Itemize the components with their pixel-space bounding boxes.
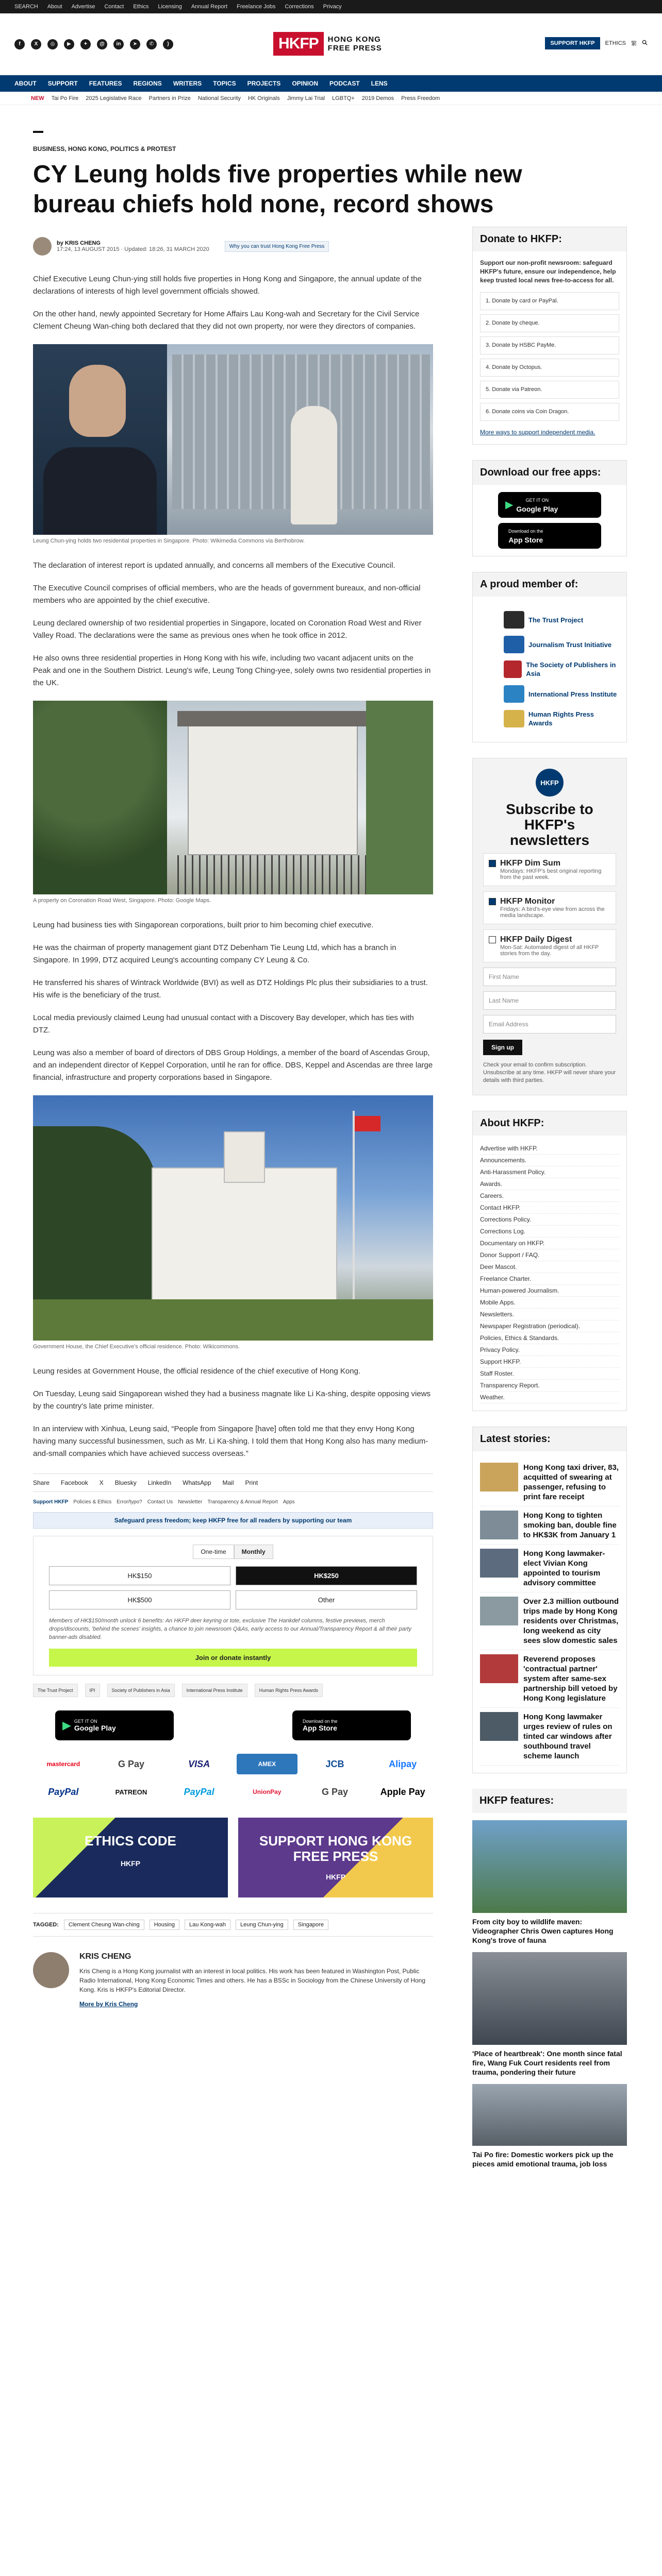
article-category[interactable]: BUSINESS, HONG KONG, POLITICS & PROTEST — [33, 145, 176, 152]
story-thumb — [480, 1654, 518, 1683]
share-facebook[interactable]: Facebook — [61, 1479, 88, 1486]
whatsapp-icon[interactable]: ✆ — [146, 39, 157, 49]
photo-person-face — [69, 365, 126, 437]
trending-item[interactable]: Tai Po Fire — [51, 95, 79, 101]
feature-image — [472, 2084, 627, 2146]
donate-option[interactable]: 4. Donate by Octopus. — [480, 359, 619, 377]
story-thumb — [480, 1712, 518, 1741]
header-actions — [545, 37, 648, 49]
article-paragraph: The declaration of interest report is updated annually, and concerns all members of the Executive Council. — [33, 561, 395, 570]
tag[interactable]: Housing — [150, 1920, 179, 1930]
story-title[interactable]: Reverend proposes 'contractual partner' system after same-sex partnership bill vetoed by Hong Kong legislature — [523, 1655, 618, 1703]
app-store-small: Download on the — [508, 529, 543, 534]
member-logo[interactable]: Human Rights Press Awards — [504, 710, 619, 727]
photo-gate — [177, 855, 384, 894]
feature-image — [472, 1952, 627, 2045]
donate-option[interactable]: 2. Donate by cheque. — [480, 314, 619, 332]
trending-bar — [0, 92, 662, 105]
share-bar — [33, 1473, 433, 1492]
search-icon[interactable] — [642, 40, 648, 47]
latest-title: Latest stories: — [473, 1427, 626, 1451]
ipi-icon — [504, 685, 524, 703]
trust-link[interactable]: Why you can trust Hong Kong Free Press — [225, 241, 329, 252]
jti-icon — [504, 636, 524, 653]
about-links — [473, 1136, 626, 1411]
donate-more-link[interactable]: More ways to support independent media. — [480, 429, 595, 436]
feature-item[interactable] — [472, 1820, 627, 1945]
app-store-text — [508, 527, 543, 545]
badge[interactable]: IPI — [85, 1684, 100, 1697]
apple-pay-icon: Apple Pay — [380, 1786, 425, 1797]
tag[interactable]: Lau Kong-wah — [185, 1920, 230, 1930]
footer-link[interactable]: Contact Us — [147, 1499, 173, 1505]
article-paragraph: Chief Executive Leung Chun-ying still holds five properties in Hong Kong and Singapore, the annual update of the declarations of interests of high level government officials showed. — [33, 275, 422, 296]
x-icon[interactable]: X — [31, 39, 41, 49]
photo-house-roof — [177, 711, 368, 726]
topbar-item[interactable]: Licensing — [158, 4, 182, 10]
newsletter-option[interactable] — [483, 929, 616, 962]
member-logo[interactable]: International Press Institute — [504, 685, 619, 703]
author-info — [79, 1952, 433, 2009]
article-paragraph: The Executive Council comprises of official members, who are the heads of government bureaux, and non-official members who are appointed by the chief executive. — [33, 584, 421, 605]
promo-sub: HKFP — [325, 1873, 346, 1881]
newsletter-desc: Mondays: HKFP's best original reporting from the past week. — [500, 868, 602, 880]
logo-line: HONG KONG — [327, 35, 381, 44]
latest-box — [472, 1427, 627, 1773]
article-paragraph: In an interview with Xinhua, Leung said, “People from Singapore [have] often told me that they envy Hong Kong having many successful businessmen, such as Mr. Li Ka-shing. I told them that Hong Kong also has many medium-and-small companies which have achieved success overseas.” — [33, 1425, 428, 1458]
about-title: About HKFP: — [473, 1111, 626, 1136]
article-paragraph: Local media previously claimed Leung had unusual contact with a Discovery Bay developer, which has ties with DTZ. — [33, 1013, 414, 1035]
newsletter-note: Check your email to confirm subscription. Unsubscribe at any time. HKFP will never share your details with third parties. — [483, 1062, 616, 1083]
patreon-icon: PATREON — [115, 1788, 147, 1796]
story-item[interactable] — [480, 1708, 619, 1766]
about-link[interactable]: Documentary on HKFP. — [480, 1238, 619, 1249]
youtube-icon[interactable]: ▶ — [64, 39, 74, 49]
about-link[interactable]: Weather. — [480, 1392, 619, 1403]
about-link[interactable]: Support HKFP. — [480, 1356, 619, 1368]
app-store-small: Download on the — [303, 1719, 338, 1724]
trending-item[interactable]: Jimmy Lai Trial — [287, 95, 325, 101]
article-paragraph: He transferred his shares of Wintrack Worldwide (BVI) as well as DTZ Holdings Plc plus their subsidiaries to a trust. His wife is the beneficiary of the trust. — [33, 978, 428, 999]
photo-govhouse — [152, 1167, 337, 1301]
members-note: Members of HK$150/month unlock 6 benefits: An HKFP deer keyring or tote, exclusive The Hankdef columns, festive previews, merch drops/discounts, 'behind the scenes' insights, a chance to join newsroom Q&As, early access to our Annual/Transparency Report & all their party banner-ads disabled. — [49, 1618, 412, 1640]
amount-option[interactable]: HK$250 — [236, 1566, 417, 1585]
story-title[interactable]: Hong Kong lawmaker urges review of rules on tinted car windows after southbound travel scheme launch — [523, 1713, 613, 1760]
payment-methods — [33, 1754, 433, 1802]
support-promo[interactable] — [238, 1818, 433, 1897]
article-photo — [33, 701, 433, 894]
app-store-label: App Store — [508, 536, 543, 544]
unionpay-icon: UnionPay — [253, 1788, 282, 1795]
nav-item[interactable]: PODCAST — [329, 80, 360, 87]
logo-mark: HKFP — [273, 32, 324, 56]
nav-item[interactable]: FEATURES — [89, 80, 122, 87]
apps-body — [473, 485, 626, 556]
story-item[interactable] — [480, 1459, 619, 1506]
photo-merlion — [291, 406, 337, 524]
nav-item[interactable]: REGIONS — [133, 80, 162, 87]
nav-item[interactable]: PROJECTS — [247, 80, 281, 87]
byline — [33, 237, 433, 256]
author-box-name[interactable]: KRIS CHENG — [79, 1952, 131, 1961]
topbar-item[interactable]: Freelance Jobs — [237, 4, 276, 10]
photo-house — [188, 721, 358, 855]
app-store-button[interactable] — [498, 523, 601, 549]
newsletter-title: Subscribe to HKFP's newsletters — [506, 801, 593, 848]
article-footer-links — [33, 1499, 433, 1505]
article-paragraph: On Tuesday, Leung said Singaporean wished they had a business magnate like Li Ka-shing, despite opposing views by the country's late prime minister. — [33, 1389, 431, 1411]
trending-item[interactable]: HK Originals — [247, 95, 280, 101]
newsletter-box — [472, 758, 627, 1095]
topbar-item[interactable]: Ethics — [133, 4, 149, 10]
nav-item[interactable]: SUPPORT — [47, 80, 78, 87]
photo-flag — [355, 1116, 380, 1131]
about-link[interactable]: Announcements. — [480, 1155, 619, 1166]
google-play-icon: ▶ — [62, 1719, 71, 1732]
donate-option[interactable]: 1. Donate by card or PayPal. — [480, 292, 619, 310]
google-play-text — [516, 496, 558, 514]
membership-badges — [33, 1684, 433, 1697]
google-play-icon: ▶ — [505, 499, 514, 511]
tab-monthly[interactable]: Monthly — [234, 1545, 273, 1559]
story-thumb — [480, 1511, 518, 1539]
email-input[interactable]: Email Address — [483, 1015, 616, 1033]
about-link[interactable]: Newsletters. — [480, 1309, 619, 1320]
top-utility-bar — [0, 0, 662, 13]
about-link[interactable]: Donor Support / FAQ. — [480, 1249, 619, 1261]
nav-item[interactable]: ABOUT — [14, 80, 37, 87]
story-title[interactable]: Over 2.3 million outbound trips made by Hong Kong residents over Christmas, long weekend as city sees slow domestic sales — [523, 1597, 619, 1645]
footer-link[interactable]: Support HKFP — [33, 1499, 69, 1505]
story-item[interactable] — [480, 1650, 619, 1708]
first-name-input[interactable]: First Name — [483, 968, 616, 986]
about-link[interactable]: Human-powered Journalism. — [480, 1285, 619, 1297]
about-link[interactable]: Corrections Log. — [480, 1226, 619, 1238]
author-name-text[interactable]: KRIS CHENG — [64, 240, 101, 246]
telegram-icon[interactable]: ➤ — [130, 39, 140, 49]
footer-link[interactable]: Error/typo? — [117, 1499, 142, 1505]
nav-item[interactable]: LENS — [371, 80, 388, 87]
story-title[interactable]: Hong Kong to tighten smoking ban, double fine to HK$3K from January 1 — [523, 1511, 617, 1539]
linkedin-icon[interactable]: in — [113, 39, 124, 49]
byline-text — [57, 240, 209, 252]
checkbox[interactable] — [489, 936, 496, 943]
google-play-button[interactable] — [498, 492, 601, 518]
logo-line: FREE PRESS — [327, 44, 382, 53]
share-x[interactable]: X — [99, 1479, 104, 1486]
about-link[interactable]: Corrections Policy. — [480, 1214, 619, 1226]
photo-caption: A property on Coronation Road West, Singapore. Photo: Google Maps. — [33, 897, 211, 904]
donate-option[interactable]: 3. Donate by HSBC PayMe. — [480, 336, 619, 354]
more-by-author[interactable]: More by Kris Cheng — [79, 2001, 138, 2008]
mastercard-icon: mastercard — [46, 1760, 80, 1768]
topbar-item[interactable]: Annual Report — [191, 4, 228, 10]
photo-trees-right — [366, 701, 433, 894]
badge[interactable]: Human Rights Press Awards — [255, 1684, 323, 1697]
member-logo[interactable]: Journalism Trust Initiative — [504, 636, 619, 653]
tag[interactable]: Singapore — [293, 1920, 328, 1930]
feature-title[interactable]: From city boy to wildlife maven: Videographer Chris Owen captures Hong Kong's trove of fauna — [472, 1918, 614, 1944]
share-whatsapp[interactable]: WhatsApp — [183, 1479, 211, 1486]
promo-title: SUPPORT HONG KONG FREE PRESS — [259, 1833, 412, 1864]
rss-icon[interactable]: ) — [163, 39, 173, 49]
trending-item[interactable]: 2025 Legislative Race — [86, 95, 142, 101]
trending-item[interactable]: Partners in Prize — [148, 95, 191, 101]
about-link[interactable]: Awards. — [480, 1178, 619, 1190]
about-link[interactable]: Deer Mascot. — [480, 1261, 619, 1273]
photo-govhouse-tower — [224, 1131, 265, 1183]
app-buttons — [33, 1710, 433, 1740]
author-bio: Kris Cheng is a Hong Kong journalist with an interest in local politics. His work has been featured in Washington Post, Public Radio International, Hong Kong Economic Times and others. He has a BSSc in Sociology from the Chinese University of Hong Kong. Kris is HKFP's Editorial Director. — [79, 1968, 426, 1993]
story-item[interactable] — [480, 1545, 619, 1592]
topbar-item[interactable]: About — [47, 4, 62, 10]
topbar-item[interactable]: Corrections — [285, 4, 314, 10]
tags-bar — [33, 1913, 433, 1937]
member-body — [473, 597, 626, 742]
author-avatar[interactable] — [33, 237, 52, 256]
story-thumb — [480, 1549, 518, 1578]
article-paragraph: He was the chairman of property management giant DTZ Debenham Tie Leung Ltd, which has a branch in Singapore. In 1999, DTZ acquired Leung's accounting company CY Leung & Co. — [33, 943, 396, 964]
photo-flagpole — [353, 1111, 355, 1307]
tag[interactable]: Leung Chun-ying — [236, 1920, 288, 1930]
promo-banners — [33, 1818, 433, 1897]
trust-project-icon — [504, 611, 524, 629]
photo-person-suit — [43, 447, 157, 535]
nav-item[interactable]: OPINION — [292, 80, 318, 87]
gpay-icon: G Pay — [321, 1786, 348, 1797]
donate-title: Donate to HKFP: — [473, 227, 626, 251]
story-title[interactable]: Hong Kong taxi driver, 83, acquitted of swearing at passenger, refusing to print fare receipt — [523, 1463, 619, 1501]
share-bluesky[interactable]: Bluesky — [114, 1479, 137, 1486]
newsletter-desc: Fridays: A bird's-eye view from across the media landscape. — [500, 906, 605, 919]
google-play-button[interactable] — [55, 1710, 174, 1740]
paypal-icon: PayPal — [48, 1786, 79, 1797]
story-item[interactable] — [480, 1506, 619, 1545]
badge[interactable]: Society of Publishers in Asia — [107, 1684, 175, 1697]
donate-amounts — [49, 1566, 417, 1609]
footer-link[interactable]: Transparency & Annual Report — [207, 1499, 278, 1505]
member-logo[interactable]: The Trust Project — [504, 611, 619, 629]
feature-image — [472, 1820, 627, 1913]
badge[interactable]: International Press Institute — [182, 1684, 247, 1697]
article-paragraph: He also owns three residential properties in Hong Kong with his wife, including two vacant adjacent units on the Peak and one in the Southern District. Leung's wife, Leung Tong Ching-yee, solely owns two residential properties in the UK. — [33, 654, 431, 687]
about-link[interactable]: Freelance Charter. — [480, 1273, 619, 1285]
topbar-item[interactable]: Privacy — [323, 4, 342, 10]
support-button[interactable]: SUPPORT HKFP — [545, 37, 600, 49]
donate-text: Support our non-profit newsroom: safeguard HKFP's future, ensure our independence, help keep trusted local news free-to-access for all. — [480, 259, 616, 284]
article-photo — [33, 1095, 433, 1341]
threads-icon[interactable]: @ — [97, 39, 107, 49]
about-link[interactable]: Transparency Report. — [480, 1380, 619, 1392]
join-button[interactable]: Join or donate instantly — [49, 1649, 417, 1667]
instagram-icon[interactable]: ◎ — [47, 39, 58, 49]
google-play-small: GET IT ON — [74, 1719, 97, 1724]
about-link[interactable]: Contact HKFP. — [480, 1202, 619, 1214]
author-box — [33, 1952, 433, 2009]
tab-one-time[interactable]: One-time — [193, 1545, 234, 1559]
article-paragraph: Leung declared ownership of two residential properties in Singapore, located on Coronation Road West and River Valley Road. The declarations were the same as previous ones when he took office in 2012. — [33, 619, 422, 640]
about-link[interactable]: Newspaper Registration (periodical). — [480, 1320, 619, 1332]
promo-sub: HKFP — [120, 1859, 141, 1868]
language-link[interactable]: 繁 — [631, 41, 637, 47]
story-thumb — [480, 1463, 518, 1492]
about-link[interactable]: Policies, Ethics & Standards. — [480, 1332, 619, 1344]
article-paragraph: Leung was also a member of board of directors of DBS Group Holdings, a member of the board of Ascendas Group, and an independent director of Keppel Corporation, until he ran for office. DBS, Keppel and Ascendas are three large financial, infrastructure and property corporations based in Singapore. — [33, 1048, 433, 1082]
features-box — [472, 1789, 627, 2168]
last-name-input[interactable]: Last Name — [483, 991, 616, 1010]
article-paragraph: On the other hand, newly appointed Secretary for Home Affairs Lau Kong-wah and Secretary for the Civil Service Clement Cheung Wan-ching both declared that they did not own property, nor were they directors of companies. — [33, 310, 420, 331]
visa-icon: VISA — [188, 1758, 210, 1769]
donate-option[interactable]: 6. Donate coins via Coin Dragon. — [480, 403, 619, 421]
checkbox[interactable] — [489, 860, 496, 867]
photo-trees — [33, 701, 167, 894]
main-nav — [0, 75, 662, 92]
alipay-icon: Alipay — [389, 1758, 417, 1769]
about-box — [472, 1111, 627, 1411]
newsletter-name: HKFP Monitor — [500, 897, 555, 906]
hkfp-badge-icon: HKFP — [536, 769, 564, 796]
photo-caption: Government House, the Chief Executive's official residence. Photo: Wikicommons. — [33, 1344, 240, 1350]
about-link[interactable]: Mobile Apps. — [480, 1297, 619, 1309]
amount-option[interactable]: Other — [236, 1590, 417, 1609]
paypal-icon: PayPal — [184, 1786, 214, 1797]
article-paragraph: Leung resides at Government House, the official residence of the chief executive of Hong Kong. — [33, 1367, 361, 1376]
about-link[interactable]: Anti-Harassment Policy. — [480, 1166, 619, 1178]
google-play-small: GET IT ON — [525, 498, 549, 503]
article-title: CY Leung holds five properties while new bureau chiefs hold none, record shows — [33, 161, 522, 218]
ethics-link[interactable]: ETHICS — [605, 40, 626, 46]
donate-box — [472, 227, 627, 445]
trending-item[interactable]: 2019 Demos — [361, 95, 394, 101]
latest-list — [473, 1451, 626, 1773]
app-store-button[interactable] — [292, 1710, 411, 1740]
share-linkedin[interactable]: LinkedIn — [147, 1479, 172, 1486]
features-title: HKFP features: — [472, 1789, 627, 1813]
article-dates: 17:24, 13 AUGUST 2015 · Updated: 18:26, 31 MARCH 2020 — [57, 246, 209, 252]
tags-label: TAGGED: — [33, 1922, 59, 1928]
newsletter-name: HKFP Dim Sum — [500, 859, 561, 868]
signup-button[interactable]: Sign up — [483, 1040, 522, 1055]
feature-item[interactable] — [472, 1952, 627, 2077]
feature-title[interactable]: Tai Po fire: Domestic workers pick up the pieces amid emotional trauma, job loss — [472, 2150, 614, 2168]
social-links — [14, 39, 210, 49]
google-play-label: Google Play — [516, 505, 558, 513]
promo-title: ETHICS CODE — [85, 1833, 176, 1849]
amount-option[interactable]: HK$150 — [49, 1566, 230, 1585]
nav-item[interactable]: TOPICS — [213, 80, 236, 87]
app-store-label: App Store — [303, 1724, 337, 1732]
amex-icon: AMEX — [237, 1754, 297, 1774]
newsletter-option[interactable] — [483, 891, 616, 924]
member-box — [472, 572, 627, 742]
share-print[interactable]: Print — [245, 1479, 258, 1486]
gpay-icon: G Pay — [118, 1758, 144, 1769]
footer-link[interactable]: Apps — [283, 1499, 295, 1505]
photo-lawn — [33, 1299, 433, 1341]
jcb-icon: JCB — [325, 1758, 344, 1769]
article-photo — [33, 344, 433, 535]
footer-link[interactable]: Newsletter — [178, 1499, 203, 1505]
amount-option[interactable]: HK$500 — [49, 1590, 230, 1609]
newsletter-desc: Mon-Sat: Automated digest of all HKFP stories from the day. — [500, 944, 599, 957]
trending-label: NEW — [31, 95, 44, 101]
topbar-item[interactable]: SEARCH — [14, 4, 38, 10]
topbar-item[interactable]: Advertise — [71, 4, 95, 10]
facebook-icon[interactable]: f — [14, 39, 25, 49]
share-label: Share — [33, 1479, 50, 1486]
donate-option[interactable]: 5. Donate via Patreon. — [480, 381, 619, 399]
author-avatar[interactable] — [33, 1952, 69, 1988]
article-paragraph: Leung had business ties with Singaporean corporations, built prior to him becoming chief executive. — [33, 921, 374, 929]
badge[interactable]: The Trust Project — [33, 1684, 78, 1697]
checkbox[interactable] — [489, 898, 496, 905]
about-link[interactable]: Careers. — [480, 1190, 619, 1202]
google-play-text — [74, 1719, 116, 1732]
share-mail[interactable]: Mail — [222, 1479, 234, 1486]
google-play-label: Google Play — [74, 1724, 116, 1732]
app-store-text — [303, 1719, 338, 1732]
logo-text — [328, 35, 382, 53]
trending-item[interactable]: Press Freedom — [401, 95, 440, 101]
hrpa-icon — [504, 710, 524, 727]
story-title[interactable]: Hong Kong lawmaker-elect Vivian Kong appointed to tourism advisory committee — [523, 1549, 605, 1587]
donate-widget — [33, 1536, 433, 1675]
site-logo[interactable] — [273, 32, 382, 56]
trending-item[interactable]: LGBTQ+ — [332, 95, 355, 101]
photo-caption: Leung Chun-ying holds two residential properties in Singapore. Photo: Wikimedia Commons via Berthobrow. — [33, 538, 305, 544]
author-name[interactable]: by KRIS CHENG — [57, 240, 101, 246]
topbar-item[interactable]: Contact — [104, 4, 124, 10]
donate-tabs — [49, 1545, 417, 1559]
site-header — [0, 13, 662, 75]
story-thumb — [480, 1597, 518, 1625]
about-link[interactable]: Privacy Policy. — [480, 1344, 619, 1356]
newsletter-option[interactable] — [483, 853, 616, 886]
newsletter-name: HKFP Daily Digest — [500, 935, 572, 944]
feature-title[interactable]: 'Place of heartbreak': One month since fatal fire, Wang Fuk Court residents reel from trauma, pondering their future — [472, 2049, 622, 2076]
apps-title: Download our free apps: — [473, 461, 626, 485]
about-link[interactable]: Advertise with HKFP. — [480, 1143, 619, 1155]
sopa-icon — [504, 660, 522, 678]
safeguard-banner[interactable]: Safeguard press freedom; keep HKFP free for all readers by supporting our team — [33, 1512, 433, 1529]
feature-item[interactable] — [472, 2084, 627, 2168]
member-logo[interactable]: The Society of Publishers in Asia — [504, 660, 619, 678]
bluesky-icon[interactable]: ✦ — [80, 39, 91, 49]
about-link[interactable]: Staff Roster. — [480, 1368, 619, 1380]
donate-body — [473, 251, 626, 444]
story-item[interactable] — [480, 1592, 619, 1650]
footer-link[interactable]: Policies & Ethics — [73, 1499, 112, 1505]
member-title: A proud member of: — [473, 572, 626, 597]
tag[interactable]: Clement Cheung Wan-ching — [64, 1920, 144, 1930]
apps-box — [472, 460, 627, 556]
trending-item[interactable]: National Security — [197, 95, 241, 101]
sidebar — [472, 227, 627, 2184]
ethics-promo[interactable] — [33, 1818, 228, 1897]
nav-item[interactable]: WRITERS — [173, 80, 202, 87]
category-rule — [33, 131, 43, 140]
